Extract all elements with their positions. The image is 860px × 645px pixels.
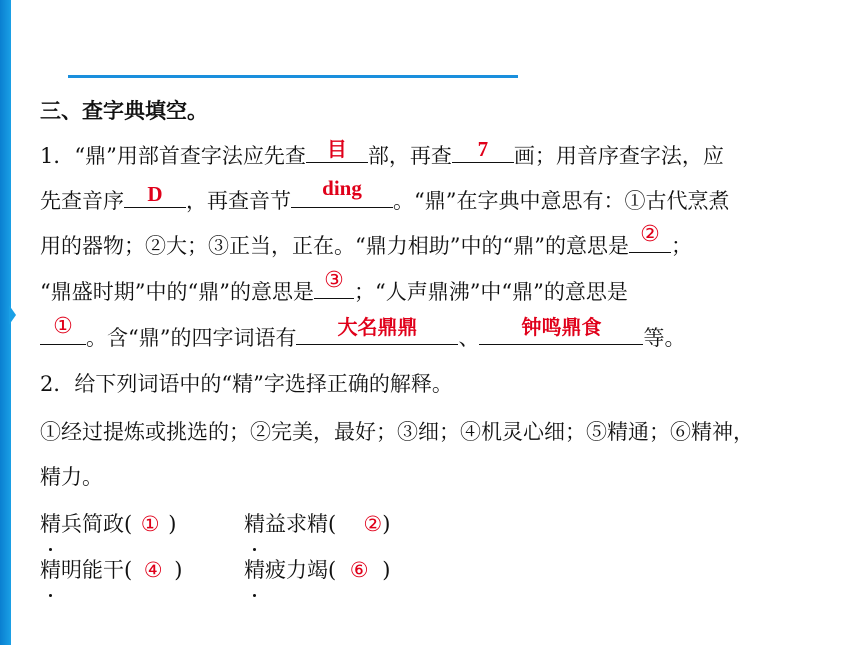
q2-item [40, 552, 182, 588]
answer-blank [296, 315, 458, 345]
q1-text: 1．“鼎”用部首查字法应先查 [40, 144, 306, 168]
q1-text: 、 [458, 326, 480, 350]
answer-blank [306, 138, 368, 163]
q1-text: 。含“鼎”的四字词语有 [86, 326, 297, 350]
answer-idiom-1: 大名鼎鼎 [337, 315, 418, 339]
emphasized-char: 精 [40, 506, 61, 542]
q1-text: 等。 [643, 326, 686, 350]
q2-item-text: ) [174, 558, 183, 582]
emphasized-char: 精 [40, 552, 61, 588]
q1-text: 用的器物；②大；③正当，正在。“鼎力相助”中的“鼎”的意思是 [40, 234, 629, 258]
q1-text: “鼎盛时期”中的“鼎”的意思是 [40, 280, 314, 304]
q1-line-5 [40, 314, 686, 356]
answer-initial: D [147, 182, 163, 206]
q2-item-text: ( [328, 512, 337, 536]
left-notch-marker [9, 305, 16, 325]
answer-meaning-1: ② [640, 222, 660, 247]
q2-title: 2．给下列词语中的“精”字选择正确的解释。 [40, 372, 453, 396]
q1-text: 。“鼎”在字典中意思有：①古代烹煮 [393, 189, 730, 213]
answer-meaning-3: ① [53, 314, 73, 339]
q2-item-text: 兵简政( [61, 512, 133, 536]
answer-syllable: ding [322, 176, 362, 200]
q2-answer: ⑥ [349, 558, 369, 582]
q2-item [244, 506, 390, 542]
answer-blank [452, 138, 514, 163]
section-title: 三、查字典填空。 [40, 98, 208, 123]
q1-text: 部，再查 [367, 144, 452, 168]
q2-item [244, 552, 390, 588]
q2-answer: ① [140, 512, 160, 536]
q2-item-text: ) [168, 512, 177, 536]
answer-blank [629, 222, 671, 253]
q1-line-1 [40, 138, 724, 174]
q1-text: ； [670, 234, 692, 258]
header-rule [68, 75, 518, 78]
q2-item [40, 506, 176, 542]
q1-line-2 [40, 176, 730, 219]
answer-radical: 目 [326, 137, 347, 161]
q1-text: 先查音序 [40, 189, 124, 213]
q2-options: ①经过提炼或挑选的；②完美，最好；③细；④机灵心细；⑤精通；⑥精神， [40, 420, 754, 444]
q1-text: ；“人声鼎沸”中“鼎”的意思是 [353, 280, 628, 304]
q1-text: ，再查音节 [186, 189, 291, 213]
q2-answer: ② [363, 512, 383, 536]
q2-options-cont: 精力。 [40, 465, 103, 489]
q2-item-text: ) [382, 512, 391, 536]
q2-item-text: 益求 [265, 512, 307, 536]
answer-meaning-2: ③ [324, 268, 344, 293]
emphasized-char: 精 [244, 552, 265, 588]
answer-stroke-count: 7 [477, 137, 489, 161]
answer-blank [291, 176, 393, 208]
emphasized-char: 精 [244, 506, 265, 542]
q1-line-3 [40, 222, 692, 264]
answer-blank [40, 314, 86, 345]
answer-blank [314, 268, 354, 299]
answer-idiom-2: 钟鸣鼎食 [521, 315, 602, 339]
q1-text: 画；用音序查字法，应 [513, 144, 724, 168]
q1-line-4 [40, 268, 628, 310]
q2-item-text: ) [382, 558, 391, 582]
answer-blank [124, 183, 186, 208]
q2-item-text: 明能干( [61, 558, 133, 582]
q2-item-text: 疲力竭( [265, 558, 337, 582]
q2-item-text: 精 [307, 512, 328, 536]
answer-blank [479, 315, 643, 345]
q2-answer: ④ [143, 558, 163, 582]
